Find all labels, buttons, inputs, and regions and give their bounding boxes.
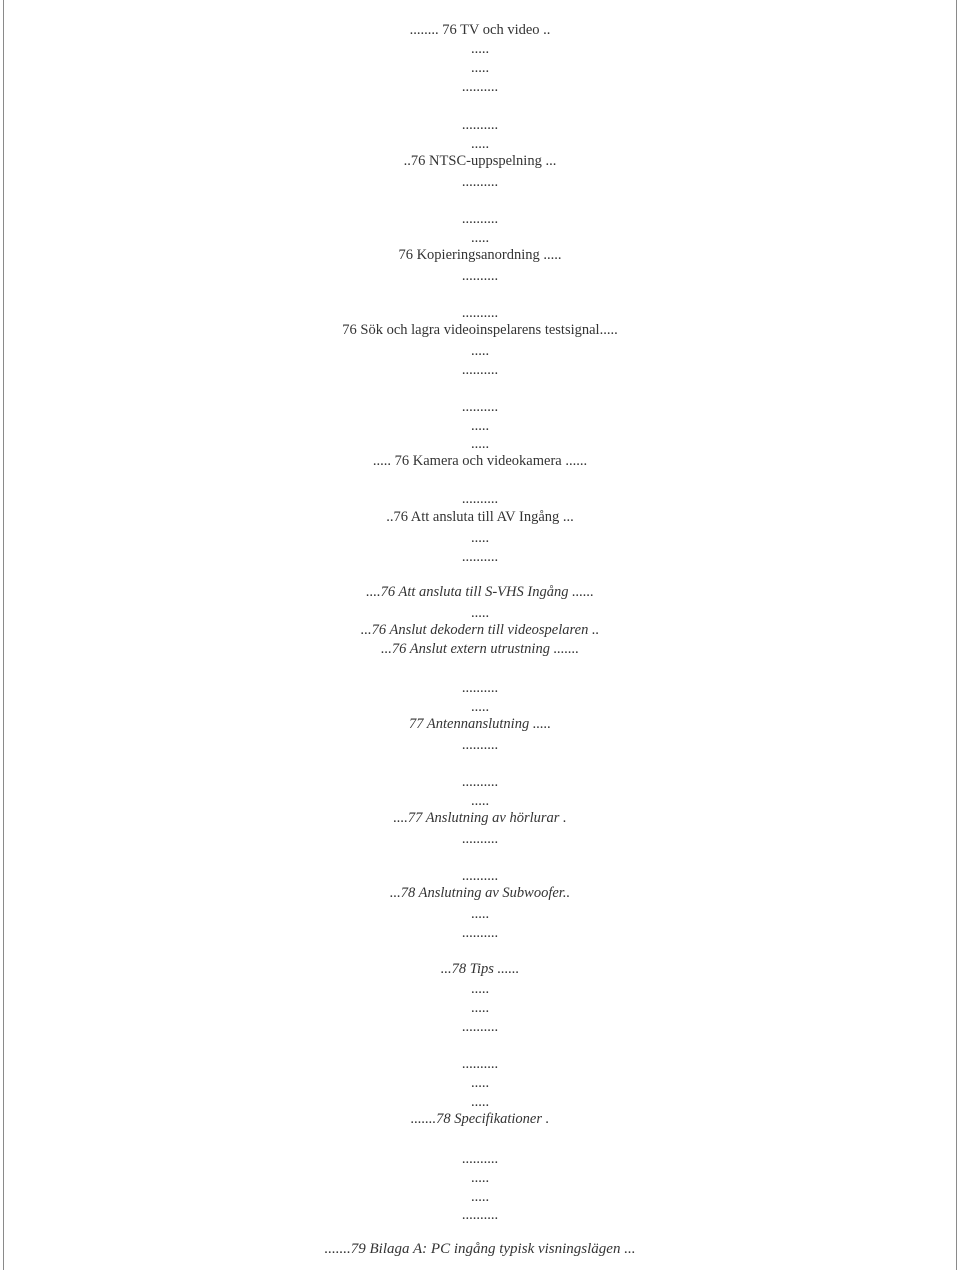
dot-leader: .......... <box>461 831 499 847</box>
dot-leader: ..... <box>470 343 490 359</box>
toc-entry-anslut-extern-utrustning: ...76 Anslut extern utrustning ....... <box>381 641 579 657</box>
dot-leader: .......... <box>461 268 499 284</box>
dot-leader: .......... <box>461 1151 499 1167</box>
dot-leader: ..... <box>470 418 490 434</box>
toc-entry-horlurar: ....77 Anslutning av hörlurar . <box>393 810 567 826</box>
toc-entry-svhs-ingang: ....76 Att ansluta till S-VHS Ingång ...... <box>366 584 594 600</box>
dot-leader: ..... <box>470 1189 490 1205</box>
toc-entry-antennanslutning: 77 Antennanslutning ..... <box>409 716 551 732</box>
dot-leader: .......... <box>461 399 499 415</box>
toc-entry-anslut-dekodern: ...76 Anslut dekodern till videospelaren .. <box>360 622 600 638</box>
dot-leader: ..... <box>470 981 490 997</box>
dot-leader: .......... <box>461 868 499 884</box>
dot-leader: .......... <box>461 1019 499 1035</box>
dot-leader: .......... <box>461 680 499 696</box>
toc-entry-ntsc-uppspelning: ..76 NTSC-uppspelning ... <box>403 153 557 169</box>
dot-leader: .......... <box>461 117 499 133</box>
dot-leader: .......... <box>461 491 499 507</box>
toc-entry-kamera-och-videokamera: ..... 76 Kamera och videokamera ...... <box>372 453 588 469</box>
toc-entry-tips: ...78 Tips ...... <box>440 961 520 977</box>
toc-entry-kopieringsanordning: 76 Kopieringsanordning ..... <box>398 247 562 263</box>
dot-leader: ..... <box>470 1170 490 1186</box>
dot-leader: ..... <box>470 1094 490 1110</box>
dot-leader: ..... <box>470 60 490 76</box>
toc-entry-subwoofer: ...78 Anslutning av Subwoofer.. <box>389 885 571 901</box>
dot-leader: .......... <box>461 737 499 753</box>
toc-entry-av-ingang: ..76 Att ansluta till AV Ingång ... <box>386 509 574 525</box>
dot-leader: .......... <box>461 1207 499 1223</box>
dot-leader: .......... <box>461 174 499 190</box>
dot-leader: ..... <box>470 136 490 152</box>
dot-leader: .......... <box>461 79 499 95</box>
dot-leader: ..... <box>470 906 490 922</box>
toc-entry-testsignal: 76 Sök och lagra videoinspelarens testsignal..... <box>342 322 618 338</box>
dot-leader: ..... <box>470 230 490 246</box>
dot-leader: .......... <box>461 305 499 321</box>
dot-leader: ..... <box>470 530 490 546</box>
dot-leader: .......... <box>461 925 499 941</box>
toc-entry-specifikationer: .......78 Specifikationer . <box>410 1111 550 1127</box>
dot-leader: .......... <box>461 362 499 378</box>
toc-entry-bilaga-a: .......79 Bilaga A: PC ingång typisk visningslägen ... <box>324 1241 636 1257</box>
dot-leader: ..... <box>470 605 490 621</box>
dot-leader: ..... <box>470 1000 490 1016</box>
toc-entry-tv-och-video: ........ 76 TV och video .. <box>409 22 551 38</box>
dot-leader: ..... <box>470 41 490 57</box>
dot-leader: .......... <box>461 1056 499 1072</box>
dot-leader: .......... <box>461 774 499 790</box>
dot-leader: .......... <box>461 211 499 227</box>
dot-leader: ..... <box>470 1075 490 1091</box>
dot-leader: ..... <box>470 699 490 715</box>
dot-leader: ..... <box>470 793 490 809</box>
dot-leader: ..... <box>470 436 490 452</box>
dot-leader: .......... <box>461 549 499 565</box>
